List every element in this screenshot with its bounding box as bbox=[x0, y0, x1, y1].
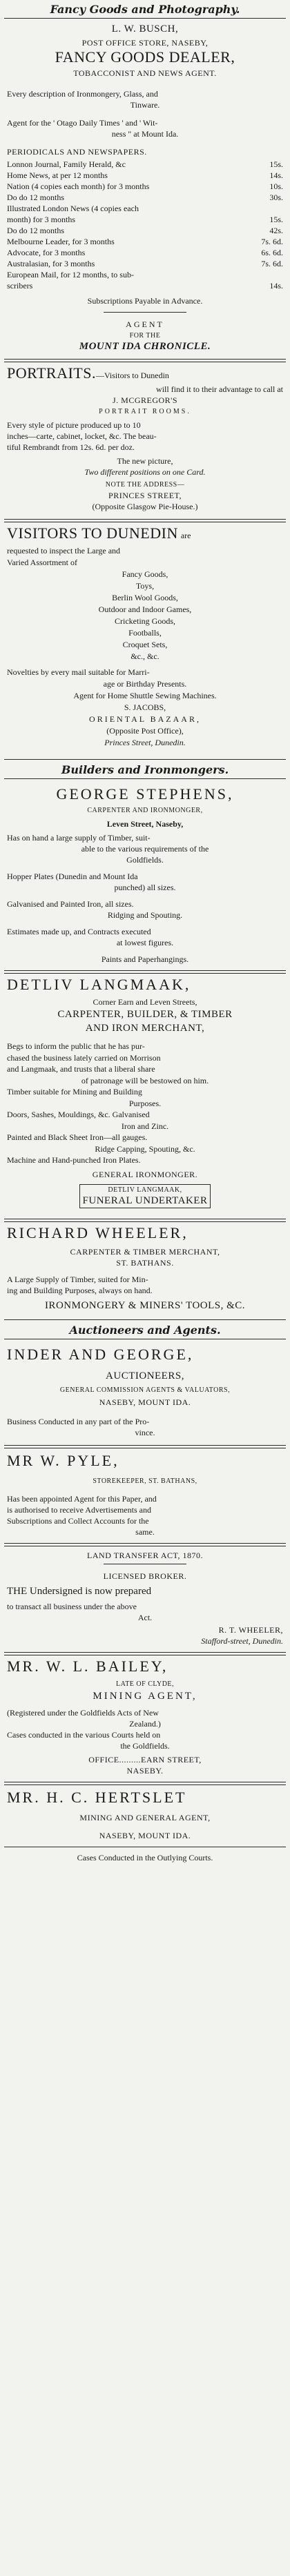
periodical-row bbox=[7, 203, 283, 214]
chronicle-title: MOUNT IDA CHRONICLE. bbox=[79, 341, 211, 352]
store-address: POST OFFICE STORE, NASEBY, bbox=[81, 38, 209, 48]
undersigned-name: R. T. WHEELER, bbox=[218, 1625, 283, 1635]
funeral-stamp bbox=[7, 1184, 283, 1208]
agent-label: AGENT bbox=[126, 319, 164, 329]
bailey-body: (Registered under the Goldfields Acts of New bbox=[7, 1708, 159, 1718]
divider bbox=[104, 312, 186, 313]
periodical-name: Lonnon Journal, Family Herald, &c bbox=[7, 159, 126, 169]
portraits-two: Two different positions on one Card. bbox=[84, 467, 206, 477]
pyle-body: Has been appointed Agent for this Paper, and bbox=[7, 1494, 157, 1504]
langmaak-corner: Corner Earn and Leven Streets, bbox=[93, 997, 197, 1007]
undersigned-head: THE Undersigned is now prepared bbox=[7, 1586, 152, 1597]
periodical-row bbox=[7, 280, 283, 291]
langmaak-line: Ridge Capping, Spouting, &c. bbox=[95, 1143, 195, 1154]
portraits-opp: (Opposite Glasgow Pie-House.) bbox=[92, 502, 198, 511]
visitors-novelty-line: (Opposite Post Office), bbox=[106, 726, 184, 736]
visitors-line: Croquet Sets, bbox=[122, 640, 168, 649]
bailey-office: OFFICE.........EARN STREET, bbox=[88, 1755, 202, 1764]
bailey-body: the Goldfields. bbox=[120, 1741, 170, 1751]
wheeler-tools: IRONMONGERY & MINERS' TOOLS, &C. bbox=[44, 1300, 246, 1311]
langmaak-trade: AND IRON MERCHANT, bbox=[85, 1023, 205, 1034]
visitors-line: requested to inspect the Large and bbox=[7, 546, 121, 555]
periodicals-title: PERIODICALS AND NEWSPAPERS. bbox=[7, 147, 147, 157]
periodical-price: 15s. bbox=[269, 159, 283, 169]
divider bbox=[4, 970, 286, 974]
desc-line: Tinware. bbox=[130, 100, 160, 110]
inder-body: vince. bbox=[135, 1428, 155, 1437]
langmaak-line: Begs to inform the public that he has pur- bbox=[7, 1041, 145, 1051]
stephens-address: Leven Street, Naseby, bbox=[106, 819, 184, 829]
portraits-line: will find it to their advantage to call at bbox=[156, 384, 283, 394]
visitors-novelty-line: age or Birthday Presents. bbox=[103, 679, 187, 689]
stephens-hopper: Hopper Plates (Dunedin and Mount Ida bbox=[7, 872, 138, 881]
pyle-body: same. bbox=[135, 1527, 155, 1537]
divider bbox=[4, 778, 286, 779]
funeral-stamp-box bbox=[79, 1184, 211, 1208]
inder-general: GENERAL COMMISSION AGENTS & VALUATORS, bbox=[59, 1386, 231, 1394]
bailey-place: NASEBY. bbox=[126, 1766, 164, 1776]
advert-subtitle: TOBACCONIST AND NEWS AGENT. bbox=[73, 68, 217, 78]
undersigned-line: Act. bbox=[137, 1613, 153, 1622]
periodical-name: Illustrated London News (4 copies each bbox=[7, 204, 139, 213]
periodical-name: Home News, at per 12 months bbox=[7, 170, 108, 180]
portraits-body: inches—carte, cabinet, locket, &c. The beau- bbox=[7, 431, 157, 441]
periodical-price: 7s. 6d. bbox=[261, 259, 283, 268]
periodical-price: 14s. bbox=[269, 281, 283, 291]
periodical-name: Nation (4 copies each month) for 3 months bbox=[7, 181, 150, 191]
inder-role: AUCTIONEERS, bbox=[106, 1370, 184, 1382]
divider bbox=[4, 1543, 286, 1546]
langmaak-line: Painted and Black Sheet Iron—all gauges. bbox=[7, 1132, 148, 1142]
stamp-text: FUNERAL UNDERTAKER bbox=[82, 1195, 208, 1206]
advertiser-name: L. W. BUSCH, bbox=[111, 23, 179, 35]
periodical-row bbox=[7, 192, 283, 203]
section-heading-auctioneers: Auctioneers and Agents. bbox=[69, 1324, 221, 1337]
divider bbox=[4, 18, 286, 19]
visitors-line: Cricketing Goods, bbox=[115, 616, 175, 626]
hertslet-note: Cases Conducted in the Outlying Courts. bbox=[77, 1853, 213, 1862]
desc-line: Every description of Ironmongery, Glass, and bbox=[7, 89, 158, 99]
portraits-lead: —Visitors to Dunedin bbox=[95, 371, 169, 380]
stephens-paints: Paints and Paperhangings. bbox=[101, 954, 189, 964]
portraits-name: J. MCGREGOR'S bbox=[112, 395, 177, 405]
visitors-lead: are bbox=[180, 531, 191, 540]
terms-line: Subscriptions Payable in Advance. bbox=[87, 296, 203, 306]
visitors-novelty-line: S. JACOBS, bbox=[124, 702, 166, 712]
periodical-name: Advocate, for 3 months bbox=[7, 248, 86, 257]
bailey-body: Zealand.) bbox=[129, 1719, 161, 1729]
periodical-price: 15s. bbox=[269, 215, 283, 224]
stephens-galv: Galvanised and Painted Iron, all sizes. bbox=[7, 899, 134, 909]
section-heading-fancy-goods: Fancy Goods and Photography. bbox=[50, 3, 240, 16]
pyle-body: Subscriptions and Collect Accounts for the bbox=[7, 1516, 149, 1526]
inder-body: Business Conducted in any part of the Pro- bbox=[7, 1417, 150, 1426]
periodical-price: 7s. 6d. bbox=[261, 237, 283, 246]
langmaak-line: Doors, Sashes, Mouldings, &c. Galvanised bbox=[7, 1110, 150, 1119]
langmaak-name: DETLIV LANGMAAK, bbox=[7, 976, 191, 993]
pyle-body: is authorised to receive Advertisements and bbox=[7, 1505, 151, 1515]
langmaak-line: Timber suitable for Mining and Building bbox=[7, 1087, 142, 1097]
inder-name: INDER AND GEORGE, bbox=[7, 1346, 194, 1363]
visitors-line: Footballs, bbox=[128, 628, 162, 638]
portraits-body: tiful Rembrandt from 12s. 6d. per doz. bbox=[7, 442, 135, 452]
divider bbox=[4, 519, 286, 522]
land-act: LAND TRANSFER ACT, 1870. bbox=[87, 1551, 203, 1560]
hertslet-place: NASEBY, MOUNT IDA. bbox=[99, 1831, 191, 1840]
periodical-name: Australasian, for 3 months bbox=[7, 259, 95, 268]
licensed-broker: LICENSED BROKER. bbox=[103, 1571, 187, 1581]
periodical-price: 10s. bbox=[269, 181, 283, 191]
periodical-row bbox=[7, 159, 283, 170]
stephens-estimates: Estimates made up, and Contracts executed bbox=[7, 927, 151, 936]
periodical-name: European Mail, for 12 months, to sub- bbox=[7, 270, 134, 279]
portraits-street: PRINCES STREET, bbox=[108, 491, 182, 500]
pyle-name: MR W. PYLE, bbox=[7, 1452, 119, 1469]
wheeler-trade: CARPENTER & TIMBER MERCHANT, bbox=[70, 1247, 220, 1257]
hertslet-role: MINING AND GENERAL AGENT, bbox=[79, 1813, 211, 1822]
agent-line: Agent for the ' Otago Daily Times ' and ' Wit- bbox=[7, 118, 158, 128]
stephens-galv: Ridging and Spouting. bbox=[107, 910, 183, 920]
langmaak-trade: CARPENTER, BUILDER, & TIMBER bbox=[57, 1009, 233, 1020]
portraits-head: PORTRAITS. bbox=[7, 364, 96, 382]
periodical-row bbox=[7, 181, 283, 192]
pyle-role: STOREKEEPER, ST. BATHANS, bbox=[93, 1477, 197, 1485]
bailey-body: Cases conducted in the various Courts held on bbox=[7, 1730, 161, 1740]
stephens-trade: CARPENTER AND IRONMONGER, bbox=[87, 807, 203, 814]
bailey-role: MINING AGENT, bbox=[93, 1691, 197, 1702]
stephens-hopper: punched) all sizes. bbox=[114, 883, 176, 892]
portraits-rooms: PORTRAIT ROOMS. bbox=[99, 408, 191, 415]
visitors-line: Varied Assortment of bbox=[7, 558, 77, 567]
periodical-price: 6s. 6d. bbox=[261, 248, 283, 257]
periodical-row bbox=[7, 236, 283, 247]
hertslet-name: MR. H. C. HERTSLET bbox=[7, 1789, 187, 1806]
periodical-name: month) for 3 months bbox=[7, 215, 75, 224]
stephens-estimates: at lowest figures. bbox=[116, 938, 174, 947]
langmaak-line: Machine and Hand-punched Iron Plates. bbox=[7, 1155, 141, 1165]
periodical-name: scribers bbox=[7, 281, 33, 291]
inder-place: NASEBY, MOUNT IDA. bbox=[99, 1397, 191, 1407]
stephens-body: able to the various requirements of the bbox=[81, 844, 209, 854]
wheeler-body: ing and Building Purposes, always on hand. bbox=[7, 1286, 153, 1295]
wheeler-body: A Large Supply of Timber, suited for Min- bbox=[7, 1275, 148, 1284]
periodical-price: 42s. bbox=[269, 226, 283, 235]
langmaak-line: and Langmaak, and trusts that a liberal share bbox=[7, 1064, 155, 1074]
portraits-new: The new picture, bbox=[117, 456, 173, 466]
periodical-row bbox=[7, 258, 283, 269]
periodical-row bbox=[7, 170, 283, 181]
periodical-name: Do do 12 months bbox=[7, 193, 65, 202]
section-heading-builders: Builders and Ironmongers. bbox=[61, 763, 229, 776]
portraits-note: NOTE THE ADDRESS— bbox=[105, 481, 185, 489]
agent-line: ness " at Mount Ida. bbox=[111, 129, 179, 139]
periodical-price: 14s. bbox=[269, 170, 283, 180]
periodical-row bbox=[7, 214, 283, 225]
periodical-name: Do do 12 months bbox=[7, 226, 65, 235]
wheeler-place: ST. BATHANS. bbox=[116, 1258, 174, 1268]
for-the-label: FOR THE bbox=[129, 332, 161, 340]
periodical-row bbox=[7, 225, 283, 236]
langmaak-general: GENERAL IRONMONGER. bbox=[92, 1170, 198, 1179]
bailey-late: LATE OF CLYDE, bbox=[115, 1680, 175, 1688]
visitors-line: Berlin Wool Goods, bbox=[112, 593, 178, 602]
stamp-top: DETLIV LANGMAAK, bbox=[108, 1186, 182, 1194]
langmaak-line: chased the business lately carried on Morrison bbox=[7, 1052, 161, 1063]
divider bbox=[4, 1652, 286, 1655]
visitors-novelty-line: Agent for Home Shuttle Sewing Machines. bbox=[73, 691, 217, 700]
advert-title: FANCY GOODS DEALER, bbox=[55, 48, 235, 66]
visitors-line: &c., &c. bbox=[130, 651, 160, 661]
visitors-novelty-line: Novelties by every mail suitable for Marri- bbox=[7, 667, 150, 677]
divider bbox=[4, 359, 286, 362]
langmaak-line: Iron and Zinc. bbox=[121, 1121, 169, 1131]
periodical-price: 30s. bbox=[269, 193, 283, 202]
stephens-name: GEORGE STEPHENS, bbox=[56, 785, 234, 803]
langmaak-line: Purposes. bbox=[128, 1098, 162, 1108]
visitors-line: Outdoor and Indoor Games, bbox=[98, 604, 192, 614]
portraits-heading bbox=[7, 364, 283, 382]
undersigned-street: Stafford-street, Dunedin. bbox=[201, 1636, 283, 1646]
divider bbox=[4, 1319, 286, 1320]
visitors-line: Fancy Goods, bbox=[122, 569, 168, 579]
periodical-row bbox=[7, 269, 283, 280]
periodical-row bbox=[7, 247, 283, 258]
divider bbox=[4, 759, 286, 760]
stephens-body: Goldfields. bbox=[126, 855, 164, 865]
divider bbox=[4, 1219, 286, 1222]
stephens-body: Has on hand a large supply of Timber, suit- bbox=[7, 833, 151, 843]
undersigned-line: to transact all business under the above bbox=[7, 1602, 137, 1611]
visitors-novelty-line: Princes Street, Dunedin. bbox=[104, 738, 186, 747]
wheeler-name: RICHARD WHEELER, bbox=[7, 1224, 188, 1241]
divider bbox=[4, 1782, 286, 1785]
bailey-name: MR. W. L. BAILEY, bbox=[7, 1658, 168, 1675]
langmaak-line: of patronage will be bestowed on him. bbox=[81, 1075, 209, 1085]
visitors-novelty-line: ORIENTAL BAZAAR, bbox=[89, 714, 201, 724]
portraits-body: Every style of picture produced up to 10 bbox=[7, 420, 141, 430]
visitors-head: VISITORS TO DUNEDIN bbox=[7, 524, 178, 542]
visitors-line: Toys, bbox=[135, 581, 155, 591]
periodical-name: Melbourne Leader, for 3 months bbox=[7, 237, 115, 246]
divider bbox=[4, 1445, 286, 1448]
visitors-heading bbox=[7, 524, 283, 542]
